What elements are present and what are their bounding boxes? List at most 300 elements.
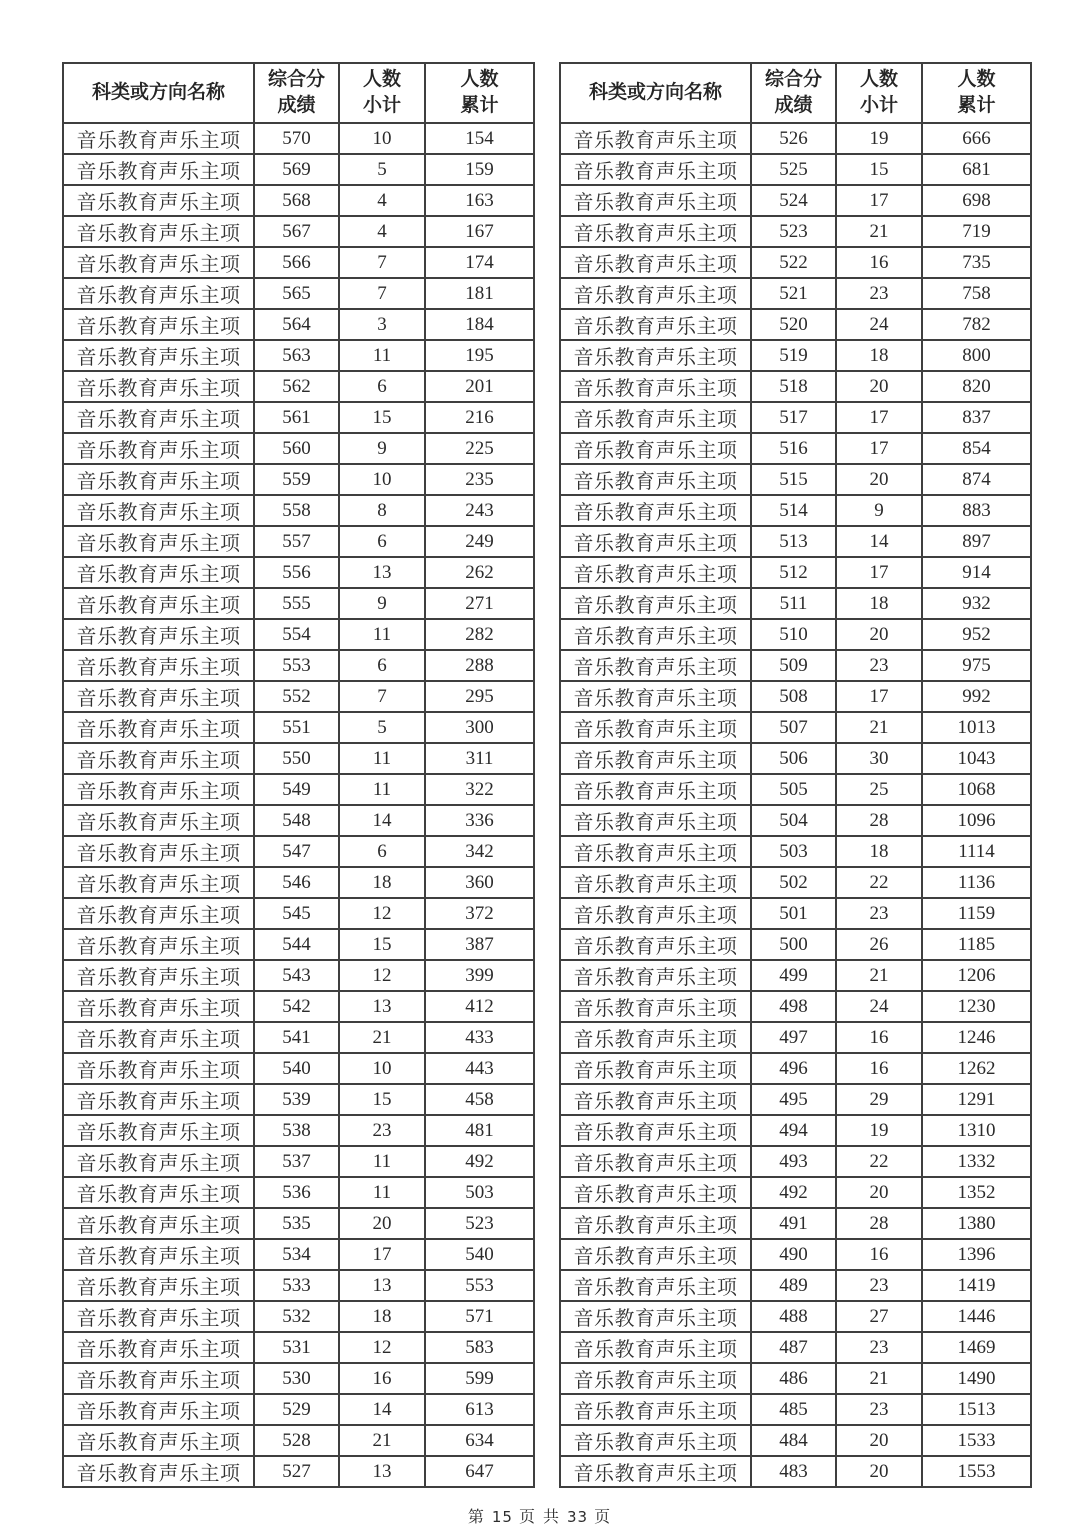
score-cell: 545: [254, 898, 339, 929]
table-row: [63, 1053, 534, 1084]
count-cell: 10: [339, 1053, 425, 1084]
column-header-count: [339, 63, 425, 123]
count-cell: 22: [836, 1146, 922, 1177]
count-cell: 9: [339, 588, 425, 619]
cumulative-cell: 599: [425, 1363, 534, 1394]
score-cell: 550: [254, 743, 339, 774]
score-cell: 515: [751, 464, 836, 495]
cumulative-cell: 249: [425, 526, 534, 557]
column-header-count-line1: 人数: [859, 69, 898, 91]
table-row: [63, 1022, 534, 1053]
count-cell: 23: [836, 650, 922, 681]
count-cell: 23: [836, 278, 922, 309]
category-cell: 音乐教育声乐主项: [63, 1456, 254, 1487]
category-cell: 音乐教育声乐主项: [560, 1177, 751, 1208]
category-cell: 音乐教育声乐主项: [560, 495, 751, 526]
category-cell: 音乐教育声乐主项: [63, 805, 254, 836]
count-cell: 9: [339, 433, 425, 464]
column-header-count-line2: 小计: [362, 95, 401, 116]
table-row: [63, 898, 534, 929]
count-cell: 24: [836, 991, 922, 1022]
category-cell: 音乐教育声乐主项: [560, 836, 751, 867]
count-cell: 23: [836, 1332, 922, 1363]
category-cell: 音乐教育声乐主项: [560, 805, 751, 836]
category-cell: 音乐教育声乐主项: [560, 1394, 751, 1425]
score-cell: 564: [254, 309, 339, 340]
category-cell: 音乐教育声乐主项: [63, 929, 254, 960]
score-cell: 519: [751, 340, 836, 371]
table-row: [63, 1115, 534, 1146]
cumulative-cell: 271: [425, 588, 534, 619]
cumulative-cell: 800: [922, 340, 1031, 371]
cumulative-cell: 666: [922, 123, 1031, 154]
count-cell: 10: [339, 123, 425, 154]
score-cell: 507: [751, 712, 836, 743]
score-cell: 486: [751, 1363, 836, 1394]
cumulative-cell: 1419: [922, 1270, 1031, 1301]
category-cell: 音乐教育声乐主项: [63, 650, 254, 681]
cumulative-cell: 613: [425, 1394, 534, 1425]
count-cell: 23: [836, 1394, 922, 1425]
table-row: [63, 960, 534, 991]
table-row: [63, 495, 534, 526]
table-row: [560, 1301, 1031, 1332]
count-cell: 16: [836, 1053, 922, 1084]
category-cell: 音乐教育声乐主项: [63, 588, 254, 619]
table-row: [560, 216, 1031, 247]
table-row: [63, 774, 534, 805]
category-cell: 音乐教育声乐主项: [560, 1115, 751, 1146]
table-row: [560, 898, 1031, 929]
score-cell: 523: [751, 216, 836, 247]
count-cell: 13: [339, 1270, 425, 1301]
count-cell: 5: [339, 154, 425, 185]
column-header-score-line1: 综合分: [764, 69, 822, 91]
count-cell: 18: [836, 588, 922, 619]
table-row: [560, 185, 1031, 216]
cumulative-cell: 443: [425, 1053, 534, 1084]
count-cell: 13: [339, 557, 425, 588]
cumulative-cell: 1332: [922, 1146, 1031, 1177]
cumulative-cell: 1246: [922, 1022, 1031, 1053]
category-cell: 音乐教育声乐主项: [560, 557, 751, 588]
table-row: [560, 123, 1031, 154]
cumulative-cell: 300: [425, 712, 534, 743]
score-cell: 510: [751, 619, 836, 650]
category-cell: 音乐教育声乐主项: [63, 402, 254, 433]
count-cell: 10: [339, 464, 425, 495]
count-cell: 11: [339, 743, 425, 774]
cumulative-cell: 181: [425, 278, 534, 309]
cumulative-cell: 336: [425, 805, 534, 836]
category-cell: 音乐教育声乐主项: [560, 991, 751, 1022]
score-cell: 496: [751, 1053, 836, 1084]
count-cell: 23: [339, 1115, 425, 1146]
cumulative-cell: 184: [425, 309, 534, 340]
score-cell: 532: [254, 1301, 339, 1332]
footer-page-number: 15: [491, 1508, 513, 1526]
category-cell: 音乐教育声乐主项: [63, 1022, 254, 1053]
column-header-cumulative: [922, 63, 1031, 123]
category-cell: 音乐教育声乐主项: [560, 402, 751, 433]
table-row: [63, 185, 534, 216]
table-row: [560, 402, 1031, 433]
cumulative-cell: 1230: [922, 991, 1031, 1022]
count-cell: 20: [339, 1208, 425, 1239]
table-row: [560, 681, 1031, 712]
category-cell: 音乐教育声乐主项: [63, 898, 254, 929]
category-cell: 音乐教育声乐主项: [63, 340, 254, 371]
table-row: [63, 247, 534, 278]
cumulative-cell: 387: [425, 929, 534, 960]
count-cell: 11: [339, 774, 425, 805]
count-cell: 18: [836, 340, 922, 371]
count-cell: 21: [339, 1425, 425, 1456]
category-cell: 音乐教育声乐主项: [63, 464, 254, 495]
count-cell: 16: [836, 1022, 922, 1053]
count-cell: 16: [836, 247, 922, 278]
count-cell: 12: [339, 960, 425, 991]
count-cell: 4: [339, 185, 425, 216]
score-cell: 546: [254, 867, 339, 898]
count-cell: 27: [836, 1301, 922, 1332]
score-cell: 551: [254, 712, 339, 743]
table-row: [560, 1394, 1031, 1425]
count-cell: 15: [339, 929, 425, 960]
cumulative-cell: 216: [425, 402, 534, 433]
count-cell: 18: [339, 867, 425, 898]
count-cell: 5: [339, 712, 425, 743]
cumulative-cell: 399: [425, 960, 534, 991]
count-cell: 21: [836, 960, 922, 991]
count-cell: 12: [339, 898, 425, 929]
count-cell: 17: [836, 185, 922, 216]
score-cell: 555: [254, 588, 339, 619]
category-cell: 音乐教育声乐主项: [560, 1053, 751, 1084]
table-row: [63, 1270, 534, 1301]
category-cell: 音乐教育声乐主项: [560, 681, 751, 712]
cumulative-cell: 1096: [922, 805, 1031, 836]
cumulative-cell: 854: [922, 433, 1031, 464]
cumulative-cell: 225: [425, 433, 534, 464]
cumulative-cell: 458: [425, 1084, 534, 1115]
table-row: [560, 309, 1031, 340]
table-row: [63, 619, 534, 650]
score-cell: 520: [751, 309, 836, 340]
category-cell: 音乐教育声乐主项: [63, 309, 254, 340]
table-row: [63, 588, 534, 619]
category-cell: 音乐教育声乐主项: [560, 216, 751, 247]
category-cell: 音乐教育声乐主项: [63, 278, 254, 309]
column-header-count: [836, 63, 922, 123]
cumulative-cell: 874: [922, 464, 1031, 495]
category-cell: 音乐教育声乐主项: [560, 867, 751, 898]
cumulative-cell: 372: [425, 898, 534, 929]
score-cell: 549: [254, 774, 339, 805]
score-cell: 517: [751, 402, 836, 433]
cumulative-cell: 412: [425, 991, 534, 1022]
column-header-score-line1: 综合分: [267, 69, 325, 91]
cumulative-cell: 698: [922, 185, 1031, 216]
category-cell: 音乐教育声乐主项: [560, 185, 751, 216]
table-row: [560, 1022, 1031, 1053]
cumulative-cell: 1206: [922, 960, 1031, 991]
score-cell: 528: [254, 1425, 339, 1456]
score-cell: 522: [751, 247, 836, 278]
table-row: [560, 1270, 1031, 1301]
score-cell: 514: [751, 495, 836, 526]
cumulative-cell: 1136: [922, 867, 1031, 898]
score-cell: 542: [254, 991, 339, 1022]
score-cell: 553: [254, 650, 339, 681]
count-cell: 18: [836, 836, 922, 867]
score-cell: 536: [254, 1177, 339, 1208]
cumulative-cell: 975: [922, 650, 1031, 681]
category-cell: 音乐教育声乐主项: [63, 774, 254, 805]
category-cell: 音乐教育声乐主项: [63, 247, 254, 278]
category-cell: 音乐教育声乐主项: [560, 1146, 751, 1177]
count-cell: 19: [836, 1115, 922, 1146]
table-row: [63, 867, 534, 898]
category-cell: 音乐教育声乐主项: [63, 557, 254, 588]
category-cell: 音乐教育声乐主项: [63, 1332, 254, 1363]
score-cell: 544: [254, 929, 339, 960]
score-cell: 494: [751, 1115, 836, 1146]
category-cell: 音乐教育声乐主项: [63, 371, 254, 402]
count-cell: 7: [339, 681, 425, 712]
table-row: [560, 1115, 1031, 1146]
score-cell: 538: [254, 1115, 339, 1146]
score-cell: 529: [254, 1394, 339, 1425]
score-cell: 497: [751, 1022, 836, 1053]
cumulative-cell: 360: [425, 867, 534, 898]
count-cell: 28: [836, 1208, 922, 1239]
score-cell: 492: [751, 1177, 836, 1208]
category-cell: 音乐教育声乐主项: [63, 836, 254, 867]
table-row: [560, 836, 1031, 867]
score-cell: 567: [254, 216, 339, 247]
score-cell: 521: [751, 278, 836, 309]
score-cell: 562: [254, 371, 339, 402]
category-cell: 音乐教育声乐主项: [63, 619, 254, 650]
count-cell: 6: [339, 650, 425, 681]
cumulative-cell: 433: [425, 1022, 534, 1053]
score-cell: 524: [751, 185, 836, 216]
score-cell: 512: [751, 557, 836, 588]
column-header-count-line1: 人数: [362, 69, 401, 91]
count-cell: 3: [339, 309, 425, 340]
cumulative-cell: 782: [922, 309, 1031, 340]
table-row: [560, 1332, 1031, 1363]
table-row: [63, 309, 534, 340]
score-cell: 498: [751, 991, 836, 1022]
category-cell: 音乐教育声乐主项: [63, 1053, 254, 1084]
count-cell: 18: [339, 1301, 425, 1332]
footer-label-pages: 页: [594, 1509, 613, 1526]
cumulative-cell: 1352: [922, 1177, 1031, 1208]
table-row: [63, 1208, 534, 1239]
results-table-right: [559, 62, 1032, 1488]
count-cell: 20: [836, 1177, 922, 1208]
category-cell: 音乐教育声乐主项: [63, 712, 254, 743]
count-cell: 11: [339, 340, 425, 371]
score-cell: 534: [254, 1239, 339, 1270]
score-cell: 543: [254, 960, 339, 991]
table-row: [63, 1301, 534, 1332]
count-cell: 13: [339, 991, 425, 1022]
category-cell: 音乐教育声乐主项: [560, 960, 751, 991]
cumulative-cell: 1114: [922, 836, 1031, 867]
table-row: [560, 991, 1031, 1022]
category-cell: 音乐教育声乐主项: [63, 991, 254, 1022]
count-cell: 20: [836, 464, 922, 495]
table-row: [560, 278, 1031, 309]
score-cell: 566: [254, 247, 339, 278]
count-cell: 16: [836, 1239, 922, 1270]
cumulative-cell: 342: [425, 836, 534, 867]
score-cell: 503: [751, 836, 836, 867]
cumulative-cell: 540: [425, 1239, 534, 1270]
count-cell: 20: [836, 1425, 922, 1456]
category-cell: 音乐教育声乐主项: [63, 185, 254, 216]
count-cell: 6: [339, 836, 425, 867]
table-row: [560, 247, 1031, 278]
category-cell: 音乐教育声乐主项: [560, 309, 751, 340]
category-cell: 音乐教育声乐主项: [560, 526, 751, 557]
footer-label-ye: 页: [518, 1509, 537, 1526]
count-cell: 30: [836, 743, 922, 774]
table-row: [63, 1363, 534, 1394]
table-row: [63, 1146, 534, 1177]
score-cell: 565: [254, 278, 339, 309]
table-row: [560, 1208, 1031, 1239]
table-row: [63, 464, 534, 495]
column-header-cumulative-line1: 人数: [957, 69, 996, 91]
category-cell: 音乐教育声乐主项: [560, 774, 751, 805]
score-cell: 561: [254, 402, 339, 433]
table-row: [63, 1084, 534, 1115]
table-row: [63, 1394, 534, 1425]
count-cell: 7: [339, 278, 425, 309]
table-row: [560, 371, 1031, 402]
category-cell: 音乐教育声乐主项: [63, 433, 254, 464]
category-cell: 音乐教育声乐主项: [560, 650, 751, 681]
cumulative-cell: 1533: [922, 1425, 1031, 1456]
category-cell: 音乐教育声乐主项: [63, 1177, 254, 1208]
column-header-cumulative-line2: 累计: [460, 95, 499, 116]
cumulative-cell: 1396: [922, 1239, 1031, 1270]
column-header-count-line2: 小计: [859, 95, 898, 116]
count-cell: 4: [339, 216, 425, 247]
count-cell: 23: [836, 898, 922, 929]
score-cell: 493: [751, 1146, 836, 1177]
category-cell: 音乐教育声乐主项: [560, 743, 751, 774]
category-cell: 音乐教育声乐主项: [560, 371, 751, 402]
footer-label-total: 共: [543, 1509, 562, 1526]
table-row: [63, 991, 534, 1022]
table-row: [560, 1456, 1031, 1487]
category-cell: 音乐教育声乐主项: [63, 1084, 254, 1115]
score-cell: 560: [254, 433, 339, 464]
score-cell: 570: [254, 123, 339, 154]
cumulative-cell: 1185: [922, 929, 1031, 960]
category-cell: 音乐教育声乐主项: [560, 1301, 751, 1332]
cumulative-cell: 932: [922, 588, 1031, 619]
count-cell: 11: [339, 619, 425, 650]
category-cell: 音乐教育声乐主项: [560, 1084, 751, 1115]
table-row: [63, 805, 534, 836]
score-cell: 569: [254, 154, 339, 185]
cumulative-cell: 1291: [922, 1084, 1031, 1115]
count-cell: 20: [836, 619, 922, 650]
score-cell: 540: [254, 1053, 339, 1084]
count-cell: 7: [339, 247, 425, 278]
category-cell: 音乐教育声乐主项: [63, 1363, 254, 1394]
cumulative-cell: 820: [922, 371, 1031, 402]
table-row: [560, 1146, 1031, 1177]
category-cell: 音乐教育声乐主项: [63, 1270, 254, 1301]
category-cell: 音乐教育声乐主项: [63, 495, 254, 526]
score-cell: 511: [751, 588, 836, 619]
score-cell: 489: [751, 1270, 836, 1301]
table-row: [560, 774, 1031, 805]
score-cell: 500: [751, 929, 836, 960]
table-row: [63, 650, 534, 681]
table-row: [63, 1332, 534, 1363]
score-cell: 490: [751, 1239, 836, 1270]
category-cell: 音乐教育声乐主项: [63, 1394, 254, 1425]
table-row: [560, 588, 1031, 619]
table-row: [63, 557, 534, 588]
cumulative-cell: 914: [922, 557, 1031, 588]
table-row: [63, 743, 534, 774]
cumulative-cell: 897: [922, 526, 1031, 557]
footer-total-pages: 33: [567, 1508, 589, 1526]
category-cell: 音乐教育声乐主项: [560, 1363, 751, 1394]
score-cell: 501: [751, 898, 836, 929]
score-cell: 518: [751, 371, 836, 402]
cumulative-cell: 681: [922, 154, 1031, 185]
table-row: [560, 805, 1031, 836]
score-cell: 559: [254, 464, 339, 495]
header-row: [560, 63, 1031, 123]
cumulative-cell: 201: [425, 371, 534, 402]
table-row: [560, 464, 1031, 495]
cumulative-cell: 262: [425, 557, 534, 588]
score-cell: 495: [751, 1084, 836, 1115]
cumulative-cell: 288: [425, 650, 534, 681]
table-row: [560, 154, 1031, 185]
cumulative-cell: 1380: [922, 1208, 1031, 1239]
table-row: [560, 557, 1031, 588]
table-row: [560, 867, 1031, 898]
category-cell: 音乐教育声乐主项: [560, 898, 751, 929]
category-cell: 音乐教育声乐主项: [560, 1239, 751, 1270]
score-cell: 535: [254, 1208, 339, 1239]
count-cell: 21: [836, 1363, 922, 1394]
table-row: [63, 1425, 534, 1456]
cumulative-cell: 295: [425, 681, 534, 712]
score-cell: 516: [751, 433, 836, 464]
column-header-category: 科类或方向名称: [63, 63, 254, 123]
score-cell: 488: [751, 1301, 836, 1332]
category-cell: 音乐教育声乐主项: [560, 123, 751, 154]
score-cell: 502: [751, 867, 836, 898]
table-row: [560, 929, 1031, 960]
score-cell: 525: [751, 154, 836, 185]
table-body-right: [560, 123, 1031, 1487]
table-row: [63, 402, 534, 433]
